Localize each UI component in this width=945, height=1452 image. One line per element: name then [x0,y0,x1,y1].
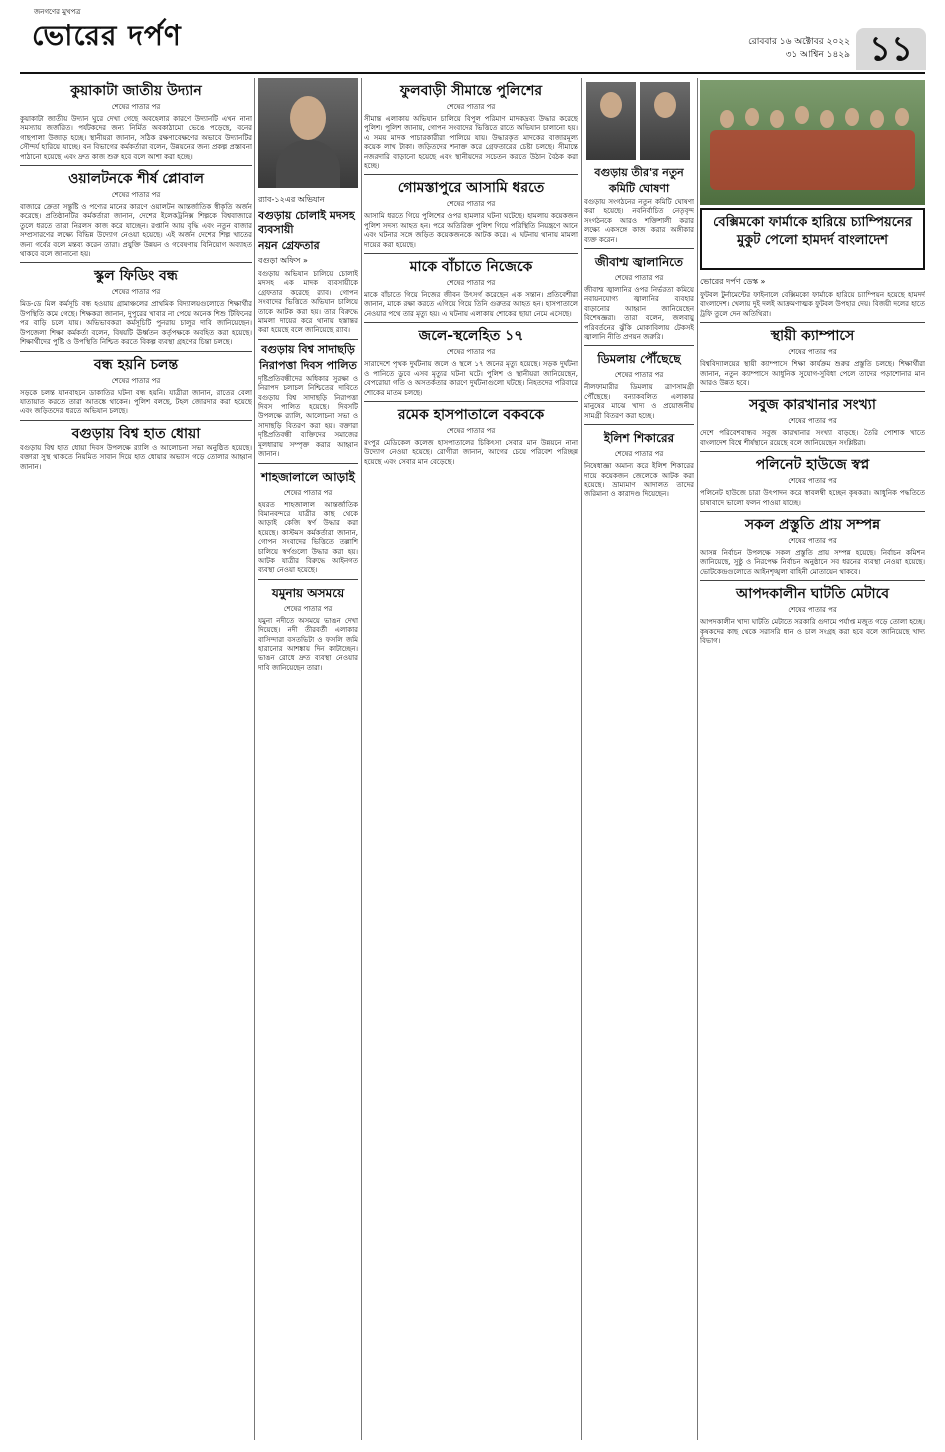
article-body: ফুটবল টুর্নামেন্টের ফাইনালে বেক্সিমকো ফার্মাকে হারিয়ে চ্যাম্পিয়ন হয়েছে হামদর্দ বাংলাদেশ। খেলায় দুই দলই আক্রমণাত্মক ফুটবল উপহার দেয়। বিজয়ী দলের হাতে ট্রফি তুলে দেন অতিথিরা। [700,291,925,318]
article-rmch [364,406,578,467]
column-5 [700,274,925,1440]
member-face [654,92,676,118]
article-school-feeding [20,267,252,347]
date-gregorian: রোববার ১৬ অক্টোবর ২০২২ [748,37,850,47]
headline: স্থায়ী ক্যাম্পাসে [770,328,855,345]
team-photo [700,80,925,205]
article-body: মিড-ডে মিল কর্মসূচি বন্ধ হওয়ায় গ্রামাঞ্চলের প্রাথমিক বিদ্যালয়গুলোতে শিক্ষার্থীর উপস্থিতি কমে গেছে। শিক্ষকরা জানান, দুপুরের খাবার না পেয়ে অনেক শিশু টিফিনের পর বাড়ি চলে যায়। অভিভাবকরা কর্মসূচিটি পুনরায় চালুর দাবি জানিয়েছেন। উপজেলা শিক্ষা কর্মকর্তা বলেন, বিষয়টি ঊর্ধ্বতন কর্তৃপক্ষকে অবহিত করা হয়েছে। শিক্ষার্থীদের পুষ্টি ও উপস্থিতি নিশ্চিত করতে বিকল্প ব্যবস্থা গ্রহণের চিন্তা চলছে। [20,300,252,347]
continued-label: শেষের পাতার পর [788,606,837,615]
continued-label: শেষের পাতার পর [788,417,837,426]
article-body: সড়কে চলন্ত যানবাহনে ডাকাতির ঘটনা বন্ধ হয়নি। যাত্রীরা জানান, রাতের বেলা যাতায়াত করতে তারা আতঙ্কে থাকেন। পুলিশ বলছে, টহল জোরদার করা হয়েছে এবং জড়িতদের ধরতে অভিযান চলছে। [20,388,252,416]
article-fulbari [364,82,578,171]
article-kuakata [20,82,252,162]
headline: বগুড়ায় তীর'র নতুন [594,166,684,179]
headline: আপদকালীন ঘাটতি মেটাবে [736,586,889,603]
divider [584,345,694,346]
headline: ইলিশ শিকারের [603,431,675,446]
divider [364,174,578,175]
headline: সকল প্রস্তুতি প্রায় সম্পন্ন [744,517,881,534]
continued-label: শেষের পাতার পর [283,604,333,613]
headline: ডিমলায় পৌঁছেছে [597,352,681,367]
continued-label: শেষের পাতার পর [614,274,664,283]
headline: রমেক হাসপাতালে বকবকে [397,406,545,423]
article-robbery [20,356,252,417]
continued-label: শেষের পাতার পর [446,426,496,435]
masthead-rule [20,72,925,74]
divider [364,401,578,402]
date-bengali: ৩১ আশ্বিন ১৪২৯ [785,50,850,60]
divider [364,322,578,323]
article-body: যমুনা নদীতে অসময়ে ভাঙন দেখা দিয়েছে। নদী তীরবর্তী এলাকার বাসিন্দারা বসতভিটা ও ফসলি জমি হারানোর আশঙ্কায় দিন কাটাচ্ছেন। ভাঙন রোধে দ্রুত ব্যবস্থা নেওয়ার দাবি জানিয়েছেন তারা। [258,616,358,672]
article-body: বাজারে ক্রেতা সন্তুষ্টি ও পণ্যের মানের কারণে ওয়ালটন আন্তর্জাতিক স্বীকৃতি অর্জন করেছে। প্রতিষ্ঠানটির কর্মকর্তারা জানান, দেশের ইলেকট্রনিক্স শিল্পকে বিশ্ববাজারে তুলে ধরতে তারা নিরলস কাজ করে যাচ্ছেন। রপ্তানি আয় বৃদ্ধি এবং নতুন বাজার সম্প্রসারণের লক্ষ্যে বিভিন্ন উদ্যোগ নেওয়া হয়েছে। এই অর্জন দেশের শিল্প খাতের জন্য গর্বের বলে মন্তব্য করেন তারা। প্রযুক্তি উন্নয়ন ও গবেষণায় বিনিয়োগ অব্যাহত থাকবে বলে জানানো হয়। [20,203,252,259]
article-body: আসন্ন নির্বাচন উপলক্ষে সকল প্রস্তুতি প্রায় সম্পন্ন হয়েছে। নির্বাচন কমিশন জানিয়েছে, সুষ্ঠু ও নিরপেক্ষ নির্বাচন অনুষ্ঠানে সব ধরনের ব্যবস্থা নেওয়া হয়েছে। ভোটকেন্দ্রগুলোতে আইনশৃঙ্খলা বাহিনী মোতায়েন থাকবে। [700,549,925,576]
member-photo-2 [640,82,690,160]
headline: মাকে বাঁচাতে নিজেকে [409,259,533,276]
article-body: পলিনেট হাউজে চারা উৎপাদন করে স্বাবলম্বী হচ্ছেন কৃষকরা। আধুনিক পদ্ধতিতে চাষাবাদে ভালো ফলন পাওয়া যাচ্ছে। [700,489,925,507]
divider [20,262,252,263]
continued-label: শেষের পাতার পর [446,279,496,288]
divider [258,339,358,340]
divider [258,579,358,580]
article-body: নীলফামারীর ডিমলায় ত্রাণসামগ্রী পৌঁছেছে। বন্যাকবলিত এলাকার মানুষের মাঝে খাদ্য ও প্রয়োজনীয় সামগ্রী বিতরণ করা হচ্ছে। [584,383,694,420]
suspect-photo [258,78,358,188]
continued-label: শেষের পাতার পর [111,376,161,385]
article-body: দেশে পরিবেশবান্ধব সবুজ কারখানার সংখ্যা বাড়ছে। তৈরি পোশাক খাতে বাংলাদেশ বিশ্বে শীর্ষস্থানে রয়েছে বলে জানিয়েছেন সংশ্লিষ্টরা। [700,429,925,447]
masthead [0,0,945,70]
masthead-logo: ভোরের দর্পণ [32,19,182,52]
headline: বন্ধ হয়নি চলন্ত [93,356,179,373]
article-body: নিষেধাজ্ঞা অমান্য করে ইলিশ শিকারের দায়ে কয়েকজন জেলেকে আটক করা হয়েছে। ভ্রাম্যমাণ আদালত তাদের জরিমানা ও কারাদণ্ড দিয়েছেন। [584,462,694,499]
byline: বগুড়া অফিস » [258,256,308,265]
divider [700,451,925,452]
divider [20,420,252,421]
continued-label: শেষের পাতার পর [788,477,837,486]
continued-label: শেষের পাতার পর [446,348,496,357]
headline: জীবাশ্ম জ্বালানিতে [594,255,684,270]
article-body: আপদকালীন খাদ্য ঘাটতি মেটাতে সরকারি গুদামে পর্যাপ্ত মজুত গড়ে তোলা হচ্ছে। কৃষকদের কাছ থেকে সরাসরি ধান ও চাল সংগ্রহ করা হবে বলে জানিয়েছে খাদ্য বিভাগ। [700,618,925,646]
continued-label: শেষের পাতার পর [446,200,496,209]
divider [20,165,252,166]
headline: কুয়াকাটা জাতীয় উদ্যান [70,83,202,99]
divider [700,580,925,581]
divider [700,511,925,512]
team-jerseys [710,130,915,190]
column-rule [361,78,362,1440]
article-body: বগুড়ায় অভিযান চালিয়ে চোলাই মদসহ এক মাদক ব্যবসায়ীকে গ্রেফতার করেছে র‍্যাব। গোপন সংবাদের ভিত্তিতে অভিযান চালিয়ে তাকে আটক করা হয়। তার বিরুদ্ধে মামলা দায়ের করে থানায় হস্তান্তর করা হয়েছে বলে জানিয়েছে র‍্যাব। [258,270,358,335]
player [745,108,759,126]
member-face [600,92,622,118]
headline: সবুজ কারখানার সংখ্যা [749,397,876,414]
article-body: সারাদেশে পৃথক দুর্ঘটনায় জলে ও স্থলে ১৭ জনের মৃত্যু হয়েছে। সড়ক দুর্ঘটনা ও পানিতে ডুবে এসব মৃত্যুর ঘটনা ঘটে। পুলিশ ও স্থানীয়রা জানিয়েছেন, বেপরোয়া গতি ও অসতর্কতার কারণে দুর্ঘটনাগুলো ঘটছে। নিহতদের পরিবারে শোকের মাতম চলছে। [364,360,578,397]
suspect-face [290,96,326,140]
article-mother [364,258,578,319]
divider [20,351,252,352]
divider [258,463,358,464]
player [770,110,784,128]
divider [584,248,694,249]
continued-label: শেষের পাতার পর [283,488,333,497]
byline: ভোরের দর্পণ ডেস্ক » [700,277,766,286]
headline: শাহজালালে আড়াই [261,469,355,484]
divider [700,322,925,323]
column-4 [584,78,694,1440]
column-rule [697,78,698,1440]
column-1 [20,78,252,1440]
photo-caption: র‍্যাব-১২এর অভিযান [258,195,325,204]
article-body: কুয়াকাটা জাতীয় উদ্যান ঘুরে দেখা গেছে অবহেলার কারণে উদ্যানটি এখন নানা সমস্যায় জর্জরিত। পর্যটকদের জন্য নির্মিত অবকাঠামো ভেঙে পড়েছে, বনের গাছপালা উজাড় হচ্ছে। স্থানীয়রা জানান, সঠিক রক্ষণাবেক্ষণের অভাবে উদ্যানটির সৌন্দর্য হারিয়ে যাচ্ছে। বন বিভাগের কর্মকর্তারা বলেন, উন্নয়নের জন্য প্রকল্প প্রস্তাবনা পাঠানো হয়েছে এবং দ্রুত কাজ শুরু হবে বলে আশা করা হচ্ছে। [20,115,252,161]
article-body: মাকে বাঁচাতে গিয়ে নিজের জীবন উৎসর্গ করেছেন এক সন্তান। প্রতিবেশীরা জানান, মাকে রক্ষা করতে এগিয়ে গিয়ে তিনি গুরুতর আহত হন। হাসপাতালে নেওয়ার পথে তার মৃত্যু হয়। এ ঘটনায় এলাকায় শোকের ছায়া নেমে এসেছে। [364,291,578,318]
column-rule [254,78,255,1440]
headline-sub: কমিটি ঘোষণা [608,182,670,195]
continued-label: শেষের পাতার পর [788,348,837,357]
article-body: হযরত শাহজালাল আন্তর্জাতিক বিমানবন্দরে যাত্রীর কাছ থেকে আড়াই কেজি স্বর্ণ উদ্ধার করা হয়েছে। কাস্টমস কর্মকর্তারা জানান, গোপন সংবাদের ভিত্তিতে তল্লাশি চালিয়ে স্বর্ণগুলো উদ্ধার করা হয়। আটক যাত্রীর বিরুদ্ধে আইনগত ব্যবস্থা নেওয়া হয়েছে। [258,500,358,575]
article-body: সীমান্ত এলাকায় অভিযান চালিয়ে বিপুল পরিমাণ মাদকদ্রব্য উদ্ধার করেছে পুলিশ। পুলিশ জানায়, গোপন সংবাদের ভিত্তিতে রাতে অভিযান চালানো হয়। এ সময় মাদক পাচারকারীরা পালিয়ে যায়। উদ্ধারকৃত মাদকের বাজারমূল্য কয়েক লাখ টাকা। জড়িতদের শনাক্ত করে গ্রেফতারের চেষ্টা চলছে। সীমান্তে নজরদারি বাড়ানো হয়েছে এবং স্থানীয়দের সচেতন করতে উঠান বৈঠক করা হচ্ছে। [364,115,578,171]
article-body: জীবাশ্ম জ্বালানির ওপর নির্ভরতা কমিয়ে নবায়নযোগ্য জ্বালানির ব্যবহার বাড়ানোর আহ্বান জানিয়েছেন বিশেষজ্ঞরা। তারা বলেন, জলবায়ু পরিবর্তনের ঝুঁকি মোকাবিলায় টেকসই জ্বালানি নীতি প্রণয়ন জরুরি। [584,286,694,342]
player [845,108,859,126]
column-2 [258,78,358,1440]
player [820,110,834,128]
player [720,110,734,128]
member-photo-1 [586,82,636,160]
article-gomostapur [364,179,578,250]
player [870,110,884,128]
continued-label: শেষের পাতার পর [614,371,664,380]
headline: স্কুল ফিডিং বন্ধ [94,268,178,285]
player [895,108,909,126]
headline-sub: নিরাপত্তা দিবস পালিত [259,358,357,372]
headline: ওয়ালটনকে শীর্ষ প্লোবাল [68,171,204,188]
masthead-tagline: জনগণের মুখপত্র [34,8,81,16]
article-body: বগুড়ায় বিশ্ব হাত ধোয়া দিবস উপলক্ষে র‍্যালি ও আলোচনা সভা অনুষ্ঠিত হয়েছে। বক্তারা সুস্থ থাকতে নিয়মিত সাবান দিয়ে হাত ধোয়ার অভ্যাস গড়ে তোলার আহ্বান জানান। [20,443,252,471]
divider [584,424,694,425]
sports-headline: বেক্সিমকো ফার্মাকে হারিয়ে চ্যাম্পিয়নের মুকুট পেলো হামদর্দ বাংলাদেশ [700,208,925,270]
headline: বগুড়ায় চোলাই মদসহ ব্যবসায়ী [258,209,355,236]
page-number: ১১ [856,28,926,70]
headline: গোমস্তাপুরে আসামি ধরতে [397,180,545,197]
article-walton [20,170,252,259]
divider [364,253,578,254]
column-rule [581,78,582,1440]
article-body: রংপুর মেডিকেল কলেজ হাসপাতালের চিকিৎসা সেবার মান উন্নয়নে নানা উদ্যোগ নেওয়া হয়েছে। রোগীরা জানান, আগের চেয়ে পরিবেশ পরিচ্ছন্ন হয়েছে এবং সেবার মান বেড়েছে। [364,438,578,466]
headline-sub: নয়ন গ্রেফতার [258,239,320,252]
article-body: দৃষ্টিপ্রতিবন্ধীদের অধিকার সুরক্ষা ও নিরাপদ চলাচল নিশ্চিতের দাবিতে বগুড়ায় বিশ্ব সাদাছড়ি নিরাপত্তা দিবস পালিত হয়েছে। দিবসটি উপলক্ষে র‍্যালি, আলোচনা সভা ও সাদাছড়ি বিতরণ করা হয়। বক্তারা দৃষ্টিপ্রতিবন্ধী ব্যক্তিদের সমাজের মূলধারায় সম্পৃক্ত করার আহ্বান জানান। [258,374,358,459]
column-3 [364,78,578,1440]
article-body: বিশ্ববিদ্যালয়ের স্থায়ী ক্যাম্পাসে শিক্ষা কার্যক্রম শুরুর প্রস্তুতি চলছে। শিক্ষার্থীরা জানান, নতুন ক্যাম্পাসে আধুনিক সুযোগ-সুবিধা পেলে তাদের পড়াশোনার মান আরও উন্নত হবে। [700,360,925,388]
continued-label: শেষের পাতার পর [111,288,161,297]
headline: ফুলবাড়ী সীমান্তে পুলিশের [399,83,543,99]
continued-label: শেষের পাতার পর [111,191,161,200]
continued-label: শেষের পাতার পর [614,450,664,459]
article-body: বগুড়ায় সংগঠনের নতুন কমিটি ঘোষণা করা হয়েছে। নবনির্বাচিত নেতৃবৃন্দ সংগঠনকে আরও শক্তিশালী করার লক্ষ্যে একসঙ্গে কাজ করার অঙ্গীকার ব্যক্ত করেন। [584,198,694,244]
player [795,106,809,124]
continued-label: শেষের পাতার পর [111,103,161,111]
headline: বগুড়ায় বিশ্ব সাদাছড়ি [261,342,355,356]
article-body: আসামি ধরতে গিয়ে পুলিশের ওপর হামলার ঘটনা ঘটেছে। হামলায় কয়েকজন পুলিশ সদস্য আহত হন। পরে অতিরিক্ত পুলিশ গিয়ে পরিস্থিতি নিয়ন্ত্রণে আনে এবং ঘটনার সঙ্গে জড়িত কয়েকজনকে আটক করে। এ ঘটনায় থানায় মামলা দায়ের করা হয়েছে। [364,212,578,249]
suspect-shirt [276,140,340,188]
article-accidents [364,327,578,398]
continued-label: শেষের পাতার পর [788,537,837,546]
issue-date [700,36,850,62]
continued-label: শেষের পাতার পর [446,103,496,111]
headline: পলিনেট হাউজে স্বপ্ন [755,457,870,474]
headline: বগুড়ায় বিশ্ব হাত ধোয়া [71,425,201,442]
article-handwash [20,425,252,472]
headline: যমুনায় অসময়ে [271,585,345,600]
divider [700,391,925,392]
headline: জলে-স্থলেহিত ১৭ [418,328,524,345]
